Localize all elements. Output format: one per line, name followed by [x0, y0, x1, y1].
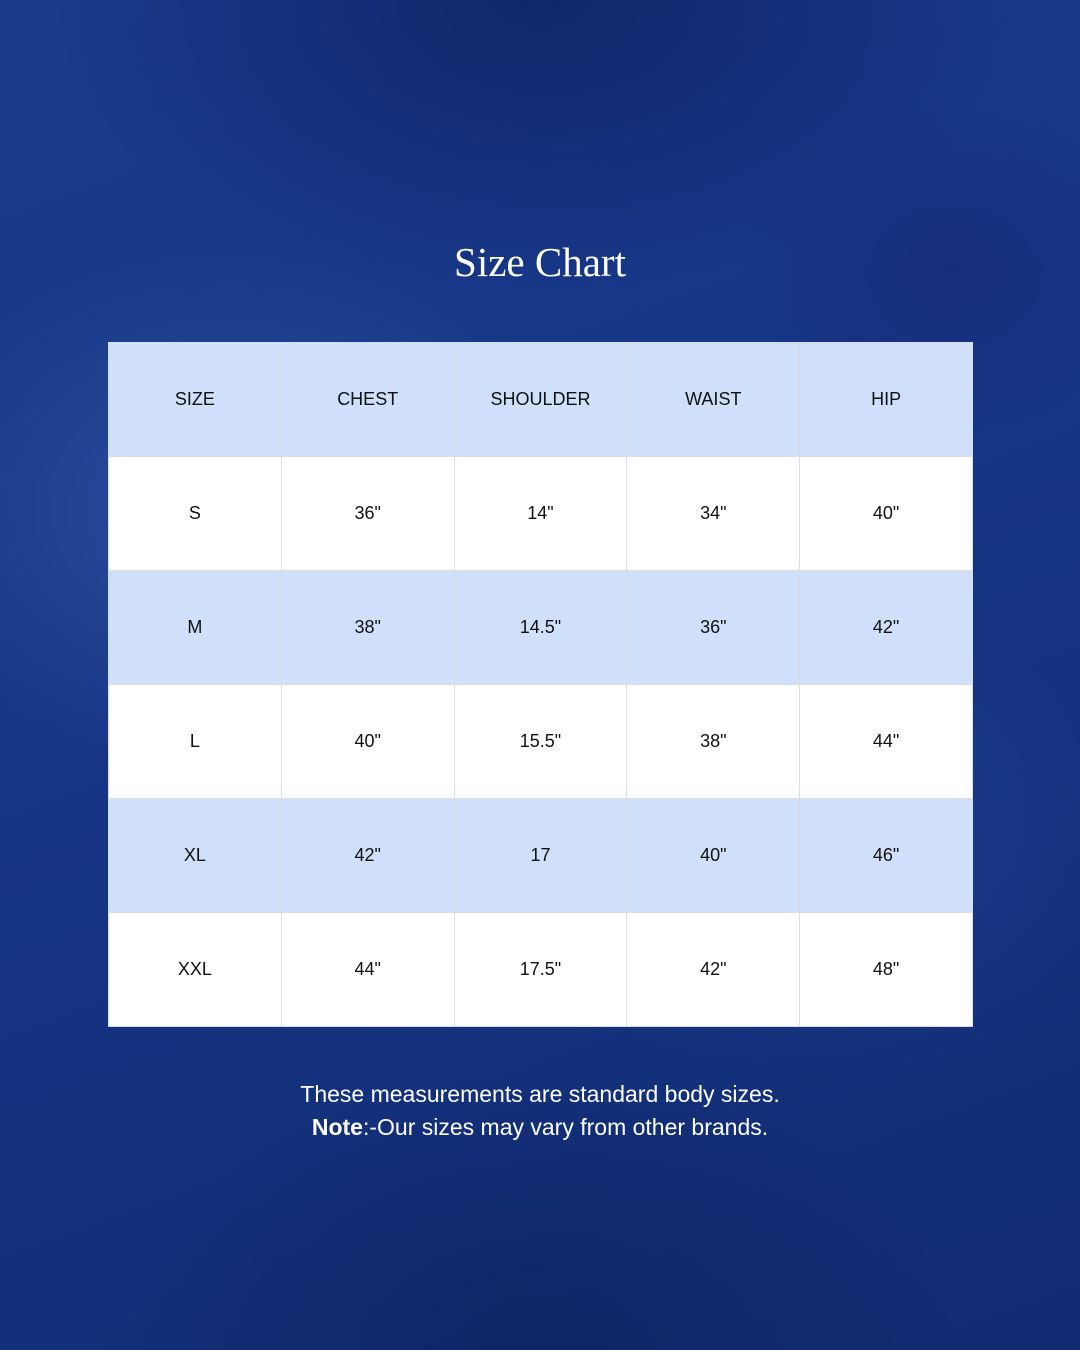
- cell-waist: 36": [627, 571, 800, 685]
- cell-chest: 44": [281, 913, 454, 1027]
- cell-waist: 34": [627, 457, 800, 571]
- cell-size: M: [109, 571, 282, 685]
- cell-waist: 42": [627, 913, 800, 1027]
- table-header-row: [109, 343, 973, 457]
- table-row: [109, 685, 973, 799]
- cell-chest: 40": [281, 685, 454, 799]
- cell-shoulder: 14.5": [454, 571, 627, 685]
- table-row: [109, 571, 973, 685]
- cell-waist: 40": [627, 799, 800, 913]
- cell-chest: 36": [281, 457, 454, 571]
- table-row: [109, 457, 973, 571]
- page-title: Size Chart: [454, 239, 626, 285]
- cell-size: XL: [109, 799, 282, 913]
- header-waist: WAIST: [627, 343, 800, 457]
- cell-size: L: [109, 685, 282, 799]
- cell-shoulder: 15.5": [454, 685, 627, 799]
- footer-note: [0, 1078, 1080, 1144]
- cell-chest: 42": [281, 799, 454, 913]
- cell-chest: 38": [281, 571, 454, 685]
- header-hip: HIP: [800, 343, 973, 457]
- cell-hip: 46": [800, 799, 973, 913]
- header-size: SIZE: [109, 343, 282, 457]
- cell-hip: 40": [800, 457, 973, 571]
- size-chart-table: [108, 342, 973, 1027]
- footer-note-line: [0, 1111, 1080, 1144]
- cell-size: XXL: [109, 913, 282, 1027]
- cell-waist: 38": [627, 685, 800, 799]
- cell-hip: 42": [800, 571, 973, 685]
- footer-line: These measurements are standard body sizes.: [300, 1081, 780, 1107]
- cell-shoulder: 17: [454, 799, 627, 913]
- header-shoulder: SHOULDER: [454, 343, 627, 457]
- note-label: Note: [311, 1114, 363, 1140]
- table-row: [109, 799, 973, 913]
- header-chest: CHEST: [281, 343, 454, 457]
- note-text: :-Our sizes may vary from other brands.: [362, 1114, 769, 1140]
- cell-hip: 48": [800, 913, 973, 1027]
- cell-shoulder: 14": [454, 457, 627, 571]
- cell-shoulder: 17.5": [454, 913, 627, 1027]
- cell-size: S: [109, 457, 282, 571]
- table-row: [109, 913, 973, 1027]
- cell-hip: 44": [800, 685, 973, 799]
